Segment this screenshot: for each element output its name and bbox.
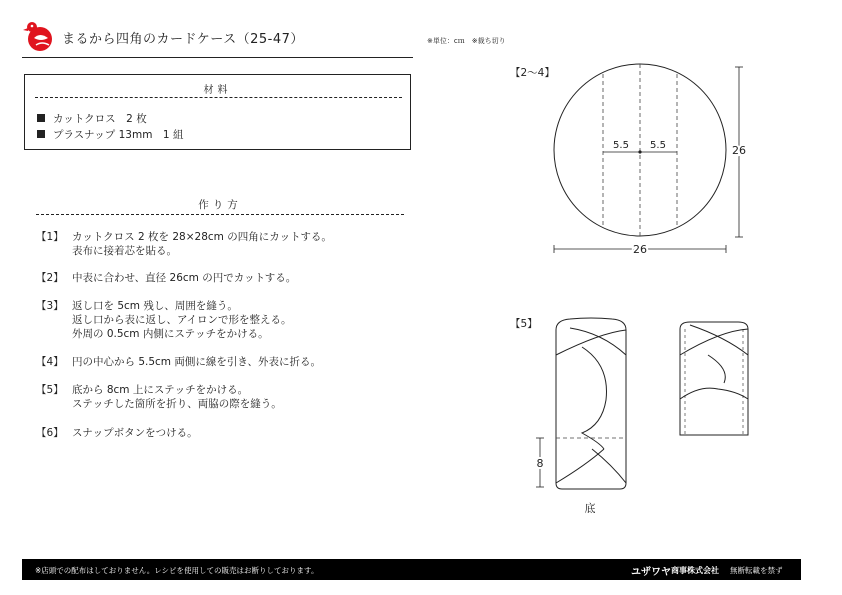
footer-rights: 無断転載を禁ず <box>730 566 783 575</box>
dim-height-label: 26 <box>732 144 746 157</box>
bullet-square-icon <box>37 114 45 122</box>
materials-divider <box>35 97 402 98</box>
folded-case-diagram <box>530 315 770 520</box>
figure-a-label: 【2～4】 <box>510 67 555 79</box>
step-number: 【5】 <box>36 384 64 396</box>
materials-box <box>24 74 411 150</box>
materials-heading: 材料 <box>203 85 232 96</box>
bottom-label: 底 <box>584 502 596 515</box>
step-number: 【3】 <box>36 300 64 312</box>
material-item <box>37 127 183 142</box>
step-text: カットクロス 2 枚を 28×28cm の四角にカットする。 <box>72 231 332 243</box>
bullet-square-icon <box>37 130 45 138</box>
unit-note: ※単位：cｍ ※裁ち切り <box>427 37 506 45</box>
step-text: 底から 8cm 上にステッチをかける。 <box>72 384 249 396</box>
step-text: 返し口を 5cm 残し、周囲を縫う。 <box>72 300 238 312</box>
step-text: 外周の 0.5cm 内側にステッチをかける。 <box>72 328 269 340</box>
dim-bottom-label: 8 <box>536 457 544 470</box>
footer-bar <box>22 559 801 580</box>
steps-heading: 作り方 <box>198 199 242 211</box>
step-number: 【4】 <box>36 356 64 368</box>
step-text: スナップボタンをつける。 <box>72 427 198 439</box>
material-item-text: プラスナップ 13mm 1 組 <box>53 129 184 141</box>
step-text: 中表に合わせ、直径 26cm の円でカットする。 <box>72 272 297 284</box>
figure-b-label: 【5】 <box>510 318 538 330</box>
step-number: 【6】 <box>36 427 64 439</box>
material-item-text: カットクロス 2 枚 <box>53 113 147 125</box>
dim-width-label: 26 <box>633 243 647 256</box>
dim-left-label: 5.5 <box>613 140 629 151</box>
footer-notice: ※店頭での配布はしておりません。レシピを使用しての販売はお断りしております。 <box>35 566 319 575</box>
material-item <box>37 111 147 126</box>
footer-company: 商事株式会社 <box>671 566 719 575</box>
step-text: 表布に接着芯を貼る。 <box>72 245 177 257</box>
step-number: 【2】 <box>36 272 64 284</box>
step-text: 返し口から表に返し、アイロンで形を整える。 <box>72 314 292 326</box>
step-text: ステッチした箇所を折り、両脇の際を縫う。 <box>72 398 282 410</box>
circle-diagram <box>540 60 750 260</box>
brand-logo-icon <box>22 18 58 54</box>
step-number: 【1】 <box>36 231 64 243</box>
title-rule <box>22 57 413 58</box>
steps-divider <box>36 214 404 215</box>
dim-right-label: 5.5 <box>650 140 666 151</box>
step-text: 円の中心から 5.5cm 両側に線を引き、外表に折る。 <box>72 356 321 368</box>
footer-logo: ユザワヤ <box>631 567 671 578</box>
page-title: まるから四角のカードケース（25-47） <box>62 32 304 47</box>
